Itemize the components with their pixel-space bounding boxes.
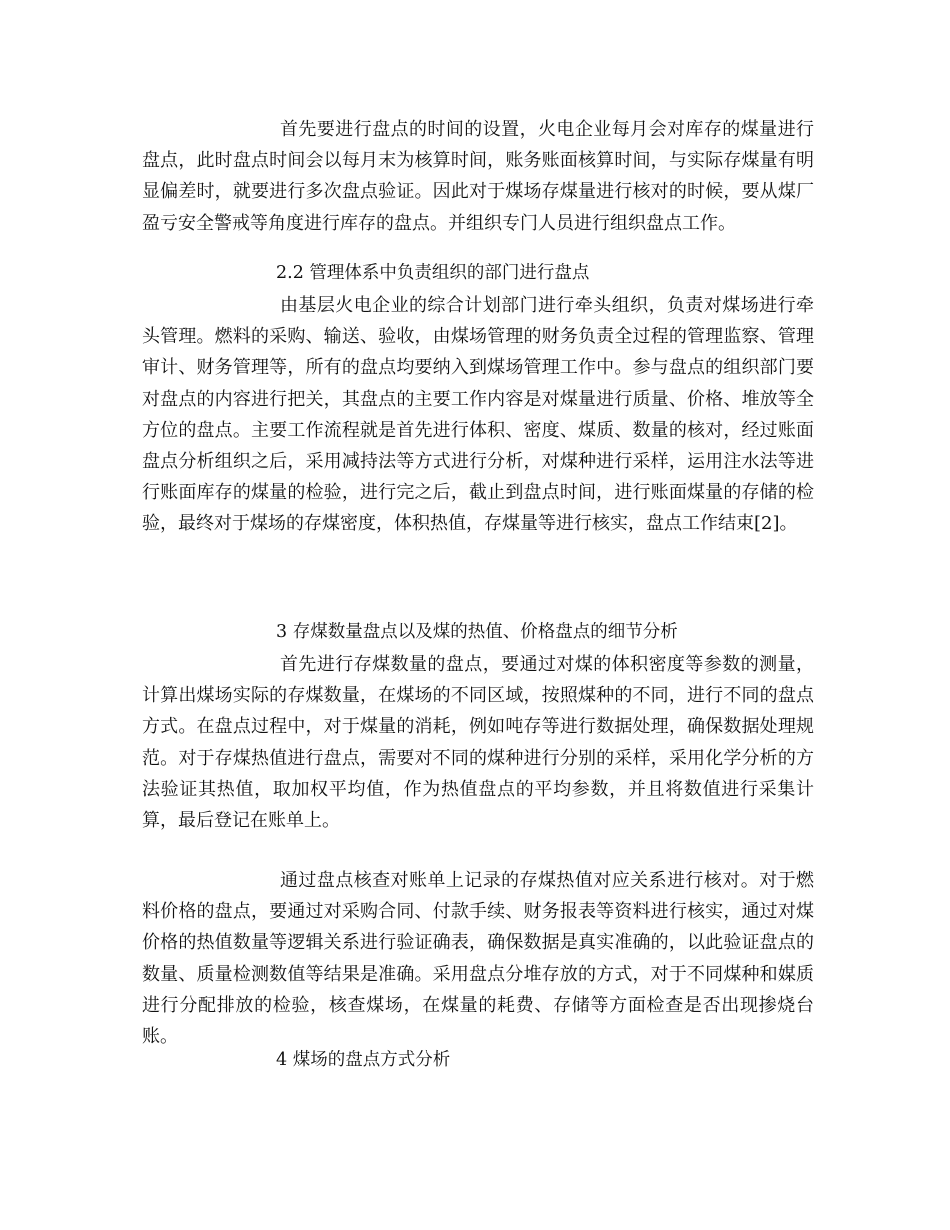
paragraph-inventory-timing: 首先要进行盘点的时间的设置，火电企业每月会对库存的煤量进行盘点，此时盘点时间会以每月末为核算时间，账务账面核算时间，与实际存煤量有明显偏差时，就要进行多次盘点验证。因此对于煤场存煤量进行核对的时候，要从煤厂盈亏安全警戒等角度进行库存的盘点。并组织专门人员进行组织盘点工作。 [142, 119, 814, 234]
section-heading-2-2: 2.2 管理体系中负责组织的部门进行盘点 [276, 263, 590, 283]
section-heading-3: 3 存煤数量盘点以及煤的热值、价格盘点的细节分析 [276, 622, 678, 642]
paragraph-coal-quantity-inventory: 首先进行存煤数量的盘点，要通过对煤的体积密度等参数的测量，计算出煤场实际的存煤数量，在煤场的不同区域，按照煤种的不同，进行不同的盘点方式。在盘点过程中，对于煤量的消耗，例如吨存等进行数据处理，确保数据处理规范。对于存煤热值进行盘点，需要对不同的煤种进行分别的采样，采用化学分析的方法验证其热值，取加权平均值，作为热值盘点的平均参数，并且将数值进行采集计算，最后登记在账单上。 [142, 654, 814, 832]
paragraph-heat-value-price-check: 通过盘点核查对账单上记录的存煤热值对应关系进行核对。对于燃料价格的盘点，要通过对采购合同、付款手续、财务报表等资料进行核实，通过对煤价格的热值数量等逻辑关系进行验证确表，确保数据是真实准确的，以此验证盘点的数量、质量检测数值等结果是准确。采用盘点分堆存放的方式，对于不同煤种和媒质进行分配排放的检验，核查煤场，在煤量的耗费、存储等方面检查是否出现掺烧台账。 [142, 870, 814, 1048]
paragraph-management-department: 由基层火电企业的综合计划部门进行牵头组织，负责对煤场进行牵头管理。燃料的采购、输送、验收，由煤场管理的财务负责全过程的管理监察、管理审计、财务管理等，所有的盘点均要纳入到煤场管理工作中。参与盘点的组织部门要对盘点的内容进行把关，其盘点的主要工作内容是对煤量进行质量、价格、堆放等全方位的盘点。主要工作流程就是首先进行体积、密度、煤质、数量的核对，经过账面盘点分析组织之后，采用减持法等方式进行分析，对煤种进行采样，运用注水法等进行账面库存的煤量的检验，进行完之后，截止到盘点时间，进行账面煤量的存储的检验，最终对于煤场的存煤密度，体积热值，存煤量等进行核实，盘点工作结束[2]。 [142, 295, 814, 535]
section-heading-4: 4 煤场的盘点方式分析 [276, 1050, 451, 1070]
